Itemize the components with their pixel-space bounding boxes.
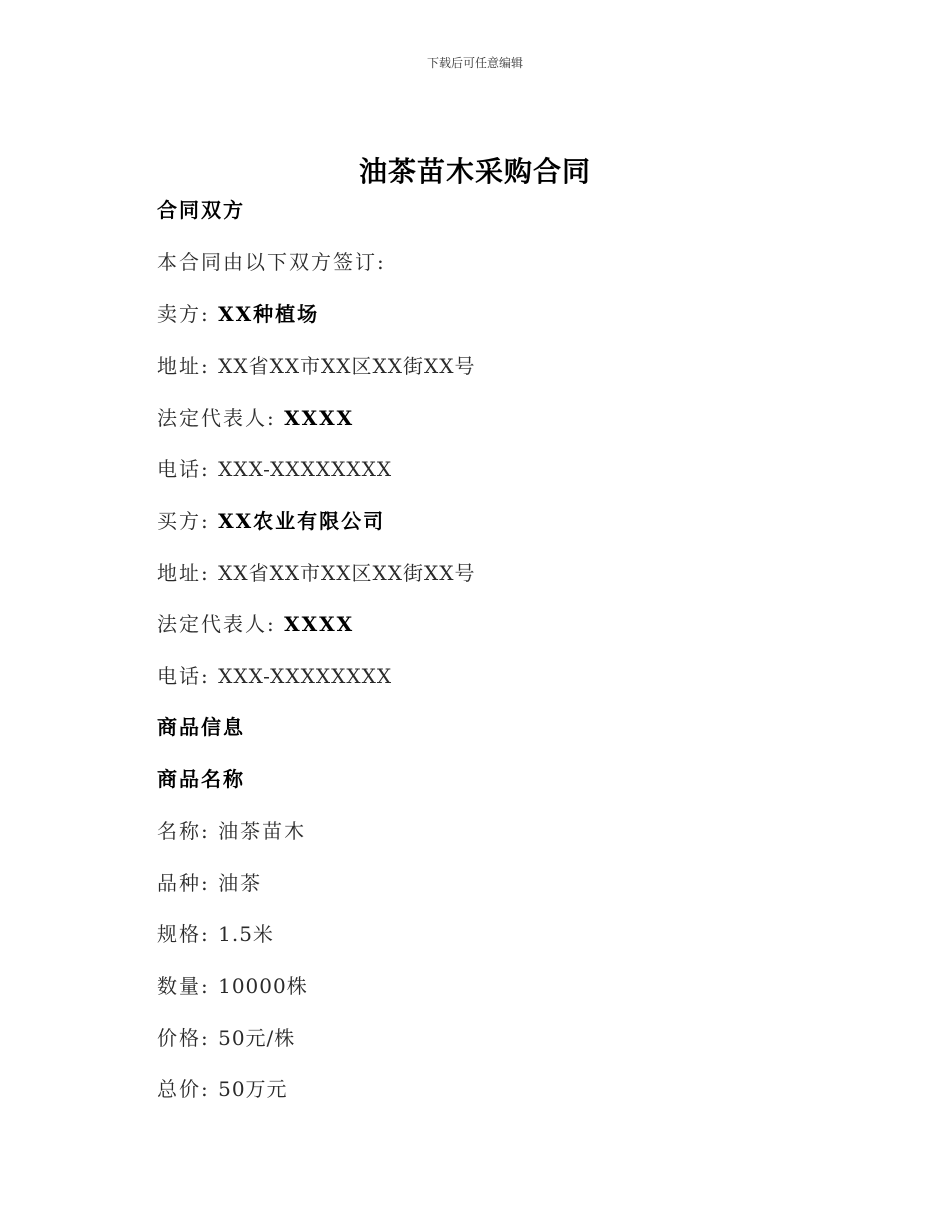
goods-item-label: 价格: xyxy=(157,1026,210,1050)
goods-item-label: 数量: xyxy=(157,974,210,998)
seller-phone-line xyxy=(157,455,392,483)
goods-item-label: 规格: xyxy=(157,922,210,946)
goods-item xyxy=(157,817,306,845)
buyer-address-line xyxy=(157,559,476,587)
goods-item-value: 50元/株 xyxy=(218,1026,296,1050)
buyer-rep: XXXX xyxy=(284,612,355,636)
seller-address-label: 地址: xyxy=(157,354,210,378)
section-heading-goods: 商品信息 xyxy=(157,715,245,739)
goods-item-value: 50万元 xyxy=(218,1077,288,1101)
buyer-line xyxy=(157,507,385,535)
seller-name: XX种植场 xyxy=(218,302,320,326)
goods-item-label: 总价: xyxy=(157,1077,210,1101)
buyer-phone-label: 电话: xyxy=(157,664,210,688)
seller-label: 卖方: xyxy=(157,302,210,326)
seller-rep-label: 法定代表人: xyxy=(157,406,276,430)
goods-item xyxy=(157,869,262,897)
seller-rep-line xyxy=(157,404,354,432)
buyer-address-label: 地址: xyxy=(157,561,210,585)
seller-line xyxy=(157,300,319,328)
seller-phone-label: 电话: xyxy=(157,457,210,481)
contract-title: 油茶苗木采购合同 xyxy=(358,155,591,188)
goods-item xyxy=(157,1075,288,1103)
section-heading-parties: 合同双方 xyxy=(157,198,245,222)
buyer-name: XX农业有限公司 xyxy=(218,509,386,533)
goods-item xyxy=(157,972,308,1000)
buyer-rep-line xyxy=(157,610,354,638)
seller-address: XX省XX市XX区XX街XX号 xyxy=(218,354,476,378)
buyer-address: XX省XX市XX区XX街XX号 xyxy=(218,561,476,585)
goods-item-label: 名称: xyxy=(157,819,210,843)
goods-item-value: 油茶苗木 xyxy=(218,819,307,843)
buyer-label: 买方: xyxy=(157,509,210,533)
goods-item-label: 品种: xyxy=(157,871,210,895)
buyer-phone: XXX-XXXXXXXX xyxy=(218,664,393,688)
goods-item-value: 1.5米 xyxy=(218,922,274,946)
page-header-note: 下载后可任意编辑 xyxy=(426,56,523,70)
subheading-goods-name: 商品名称 xyxy=(157,767,245,791)
seller-phone: XXX-XXXXXXXX xyxy=(218,457,393,481)
seller-rep: XXXX xyxy=(284,406,355,430)
goods-item xyxy=(157,1024,295,1052)
goods-item-value: 10000株 xyxy=(218,974,308,998)
buyer-rep-label: 法定代表人: xyxy=(157,612,276,636)
goods-item xyxy=(157,920,274,948)
contract-intro: 本合同由以下双方签订: xyxy=(157,250,386,274)
buyer-phone-line xyxy=(157,662,392,690)
seller-address-line xyxy=(157,352,476,380)
goods-item-value: 油茶 xyxy=(218,871,263,895)
